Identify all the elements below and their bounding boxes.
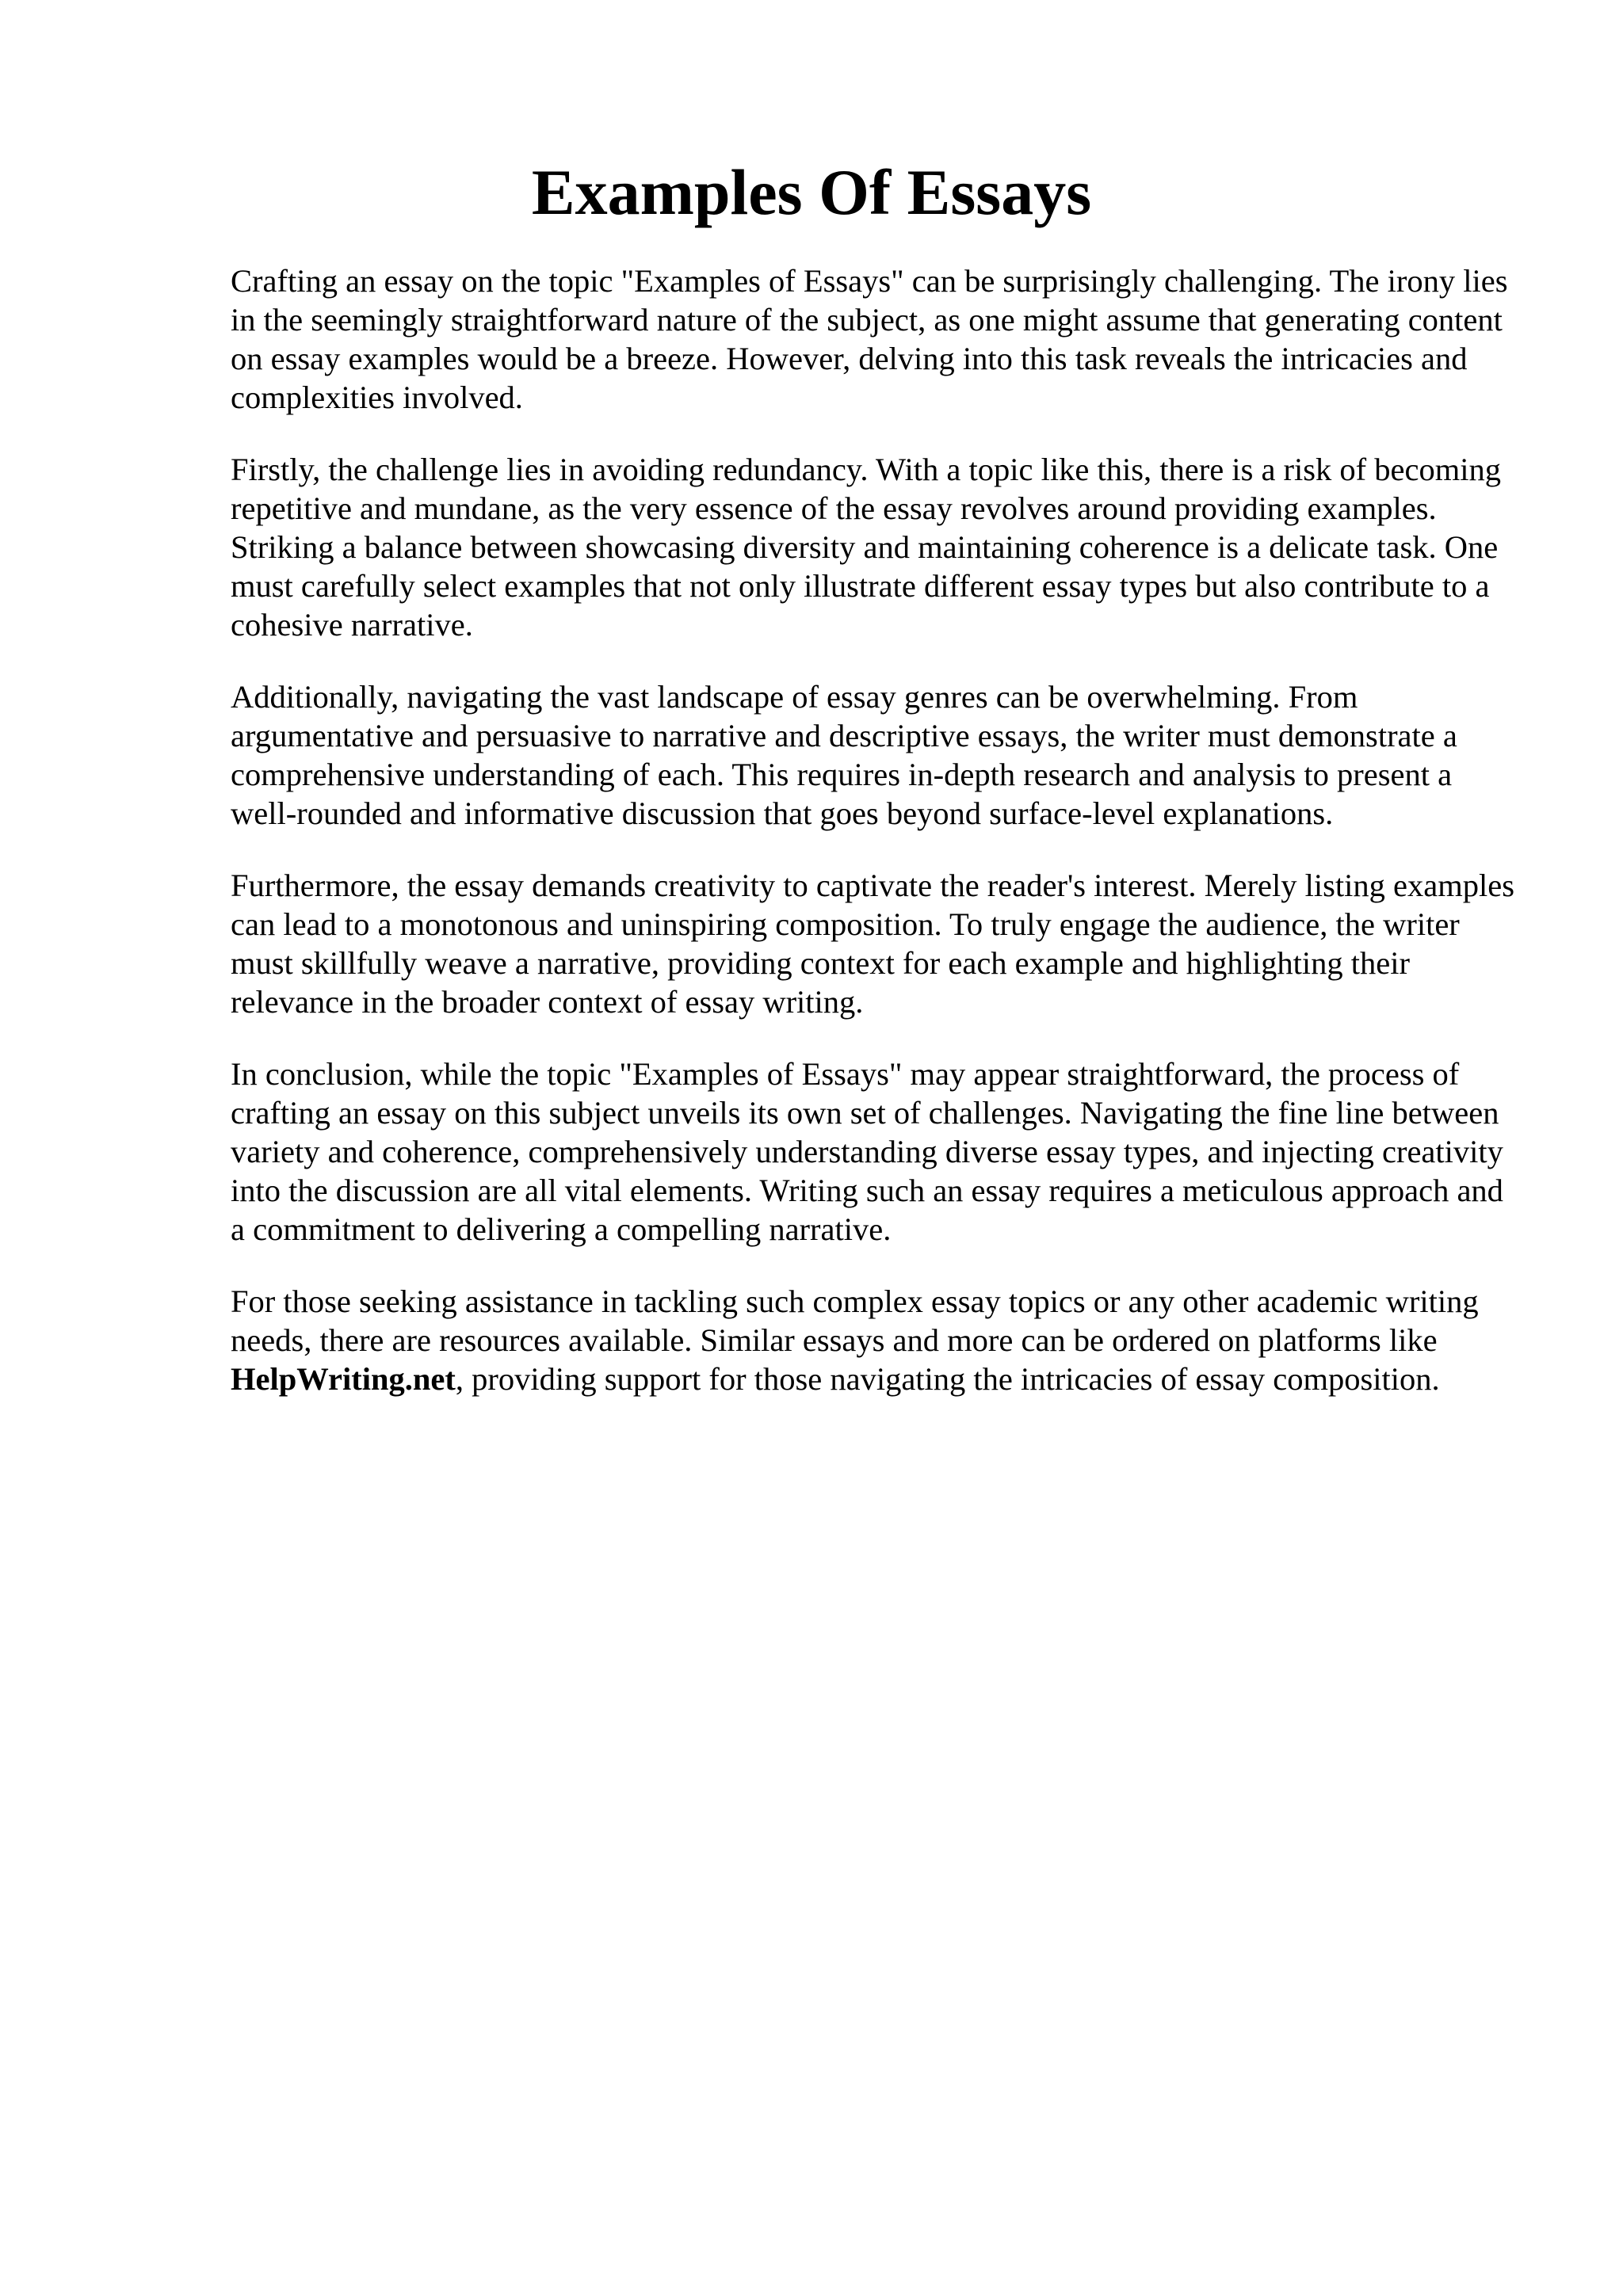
paragraph-genres: Additionally, navigating the vast landscape of essay genres can be overwhelming. From argumentative and persuasive to narrative and descriptive essays, the writer must demonstrate a comprehensive understanding of each. This requires in-depth research and analysis to present a well-rounded and informative discussion that goes beyond surface-level explanations. [231, 679, 1457, 831]
paragraph-redundancy: Firstly, the challenge lies in avoiding redundancy. With a topic like this, there is a risk of becoming repetitive and mundane, as the very essence of the essay revolves around providing examples. Striking a balance between showcasing diversity and maintaining coherence is a delicate task. One must carefully select examples that not only illustrate different essay types but also contribute to a cohesive narrative. [231, 452, 1501, 643]
essay-body [231, 261, 1514, 1432]
closing-text-after: , providing support for those navigating the intricacies of essay composition. [455, 1361, 1440, 1397]
paragraph-closing [231, 1282, 1514, 1398]
page-title: Examples Of Essays [531, 156, 1092, 228]
paragraph-conclusion: In conclusion, while the topic "Examples of Essays" may appear straightforward, the process of crafting an essay on this subject unveils its own set of challenges. Navigating the fine line between variety and coherence, comprehensively understanding diverse essay types, and injecting creativity into the discussion are all vital elements. Writing such an essay requires a meticulous approach and a commitment to delivering a compelling narrative. [231, 1056, 1503, 1247]
closing-text-before: For those seeking assistance in tackling such complex essay topics or any other academic writing needs, there are resources available. Similar essays and more can be ordered on platforms like [231, 1283, 1479, 1358]
paragraph-creativity: Furthermore, the essay demands creativity to captivate the reader's interest. Merely listing examples can lead to a monotonous and uninspiring composition. To truly engage the audience, the writer must skillfully weave a narrative, providing context for each example and highlighting their relevance in the broader context of essay writing. [231, 868, 1514, 1020]
brand-name: HelpWriting.net [231, 1361, 456, 1397]
paragraph-intro: Crafting an essay on the topic "Examples of Essays" can be surprisingly challenging. The irony lies in the seemingly straightforward nature of the subject, as one might assume that generating content on essay examples would be a breeze. However, delving into this task reveals the intricacies and complexities involved. [231, 263, 1508, 415]
